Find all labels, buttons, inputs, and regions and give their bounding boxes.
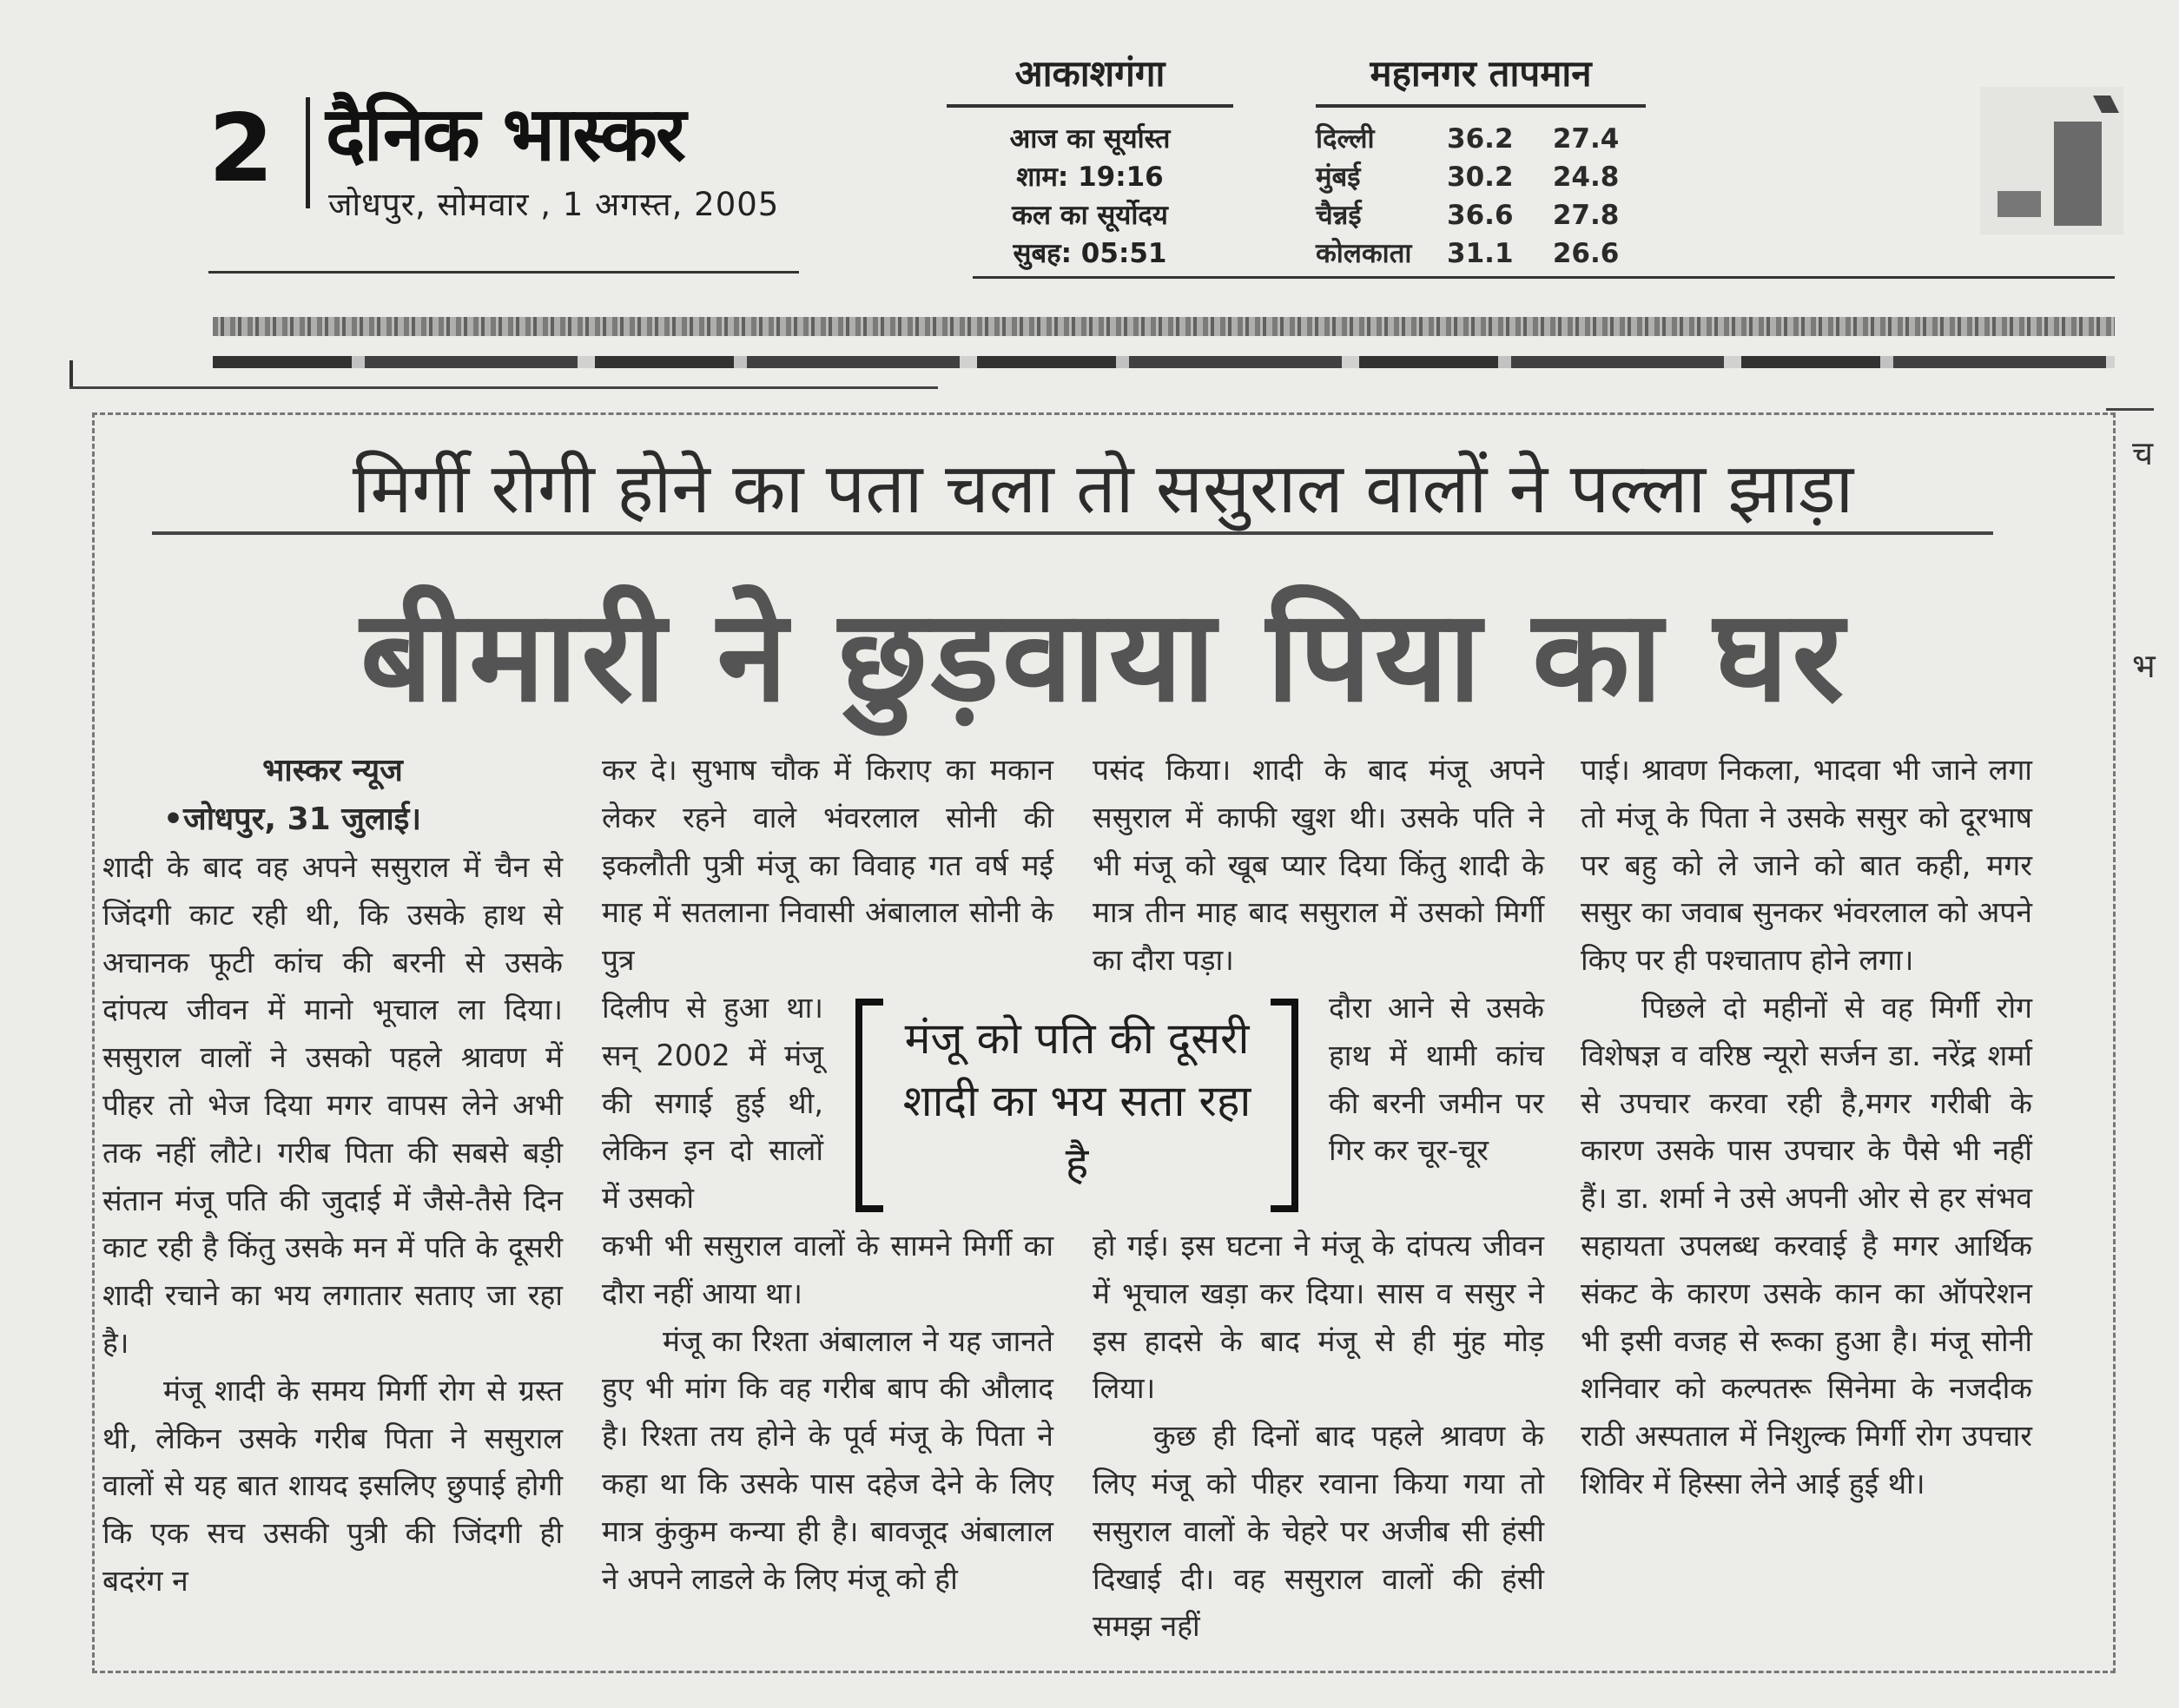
pull-quote-text: मंजू को पति की दूसरी शादी का भय सता रहा है <box>902 1013 1251 1189</box>
newspaper-name: दैनिक भास्कर <box>326 91 685 178</box>
temperature-title: महानगर तापमान <box>1370 52 1592 95</box>
masthead-divider <box>306 97 310 208</box>
sky-line: कल का सूर्योदय <box>1012 200 1168 231</box>
sky-line: शाम: 19:16 <box>1016 162 1164 193</box>
print-artifact-band <box>213 317 2115 336</box>
paragraph: दौरा आने से उसके हाथ में थामी कांच की बरनी जमीन पर गिर कर चूर-चूर <box>1329 991 1544 1168</box>
crop-mark <box>69 360 73 388</box>
paragraph: पिछले दो महीनों से वह मिर्गी रोग विशेषज्ञ व वरिष्ठ न्यूरो सर्जन डा. नरेंद्र शर्मा से उपचार करवा रही है,मगर गरीबी के कारण उसके पास उपचार के पैसे भी नहीं हैं। डा. शर्मा ने उसे अपनी ओर से हर संभव सहायता उपलब्ध करवाई है मगर आर्थिक संकट के कारण उसके कान का ऑपरेशन भी इसी वजह से रूका हुआ है। मंजू सोनी शनिवार को कल्पतरू सिनेमा के नजदीक राठी अस्पताल में निशुल्क मिर्गी रोग उपचार शिविर में हिस्सा लेने आई हुई थी। <box>1581 990 2032 1500</box>
edge-fragment: च <box>2132 434 2154 472</box>
kicker-rule <box>152 531 1993 535</box>
byline: भास्कर न्यूज <box>262 753 403 788</box>
crop-mark <box>69 386 938 389</box>
paragraph: दिलीप से हुआ था। सन् 2002 में मंजू की सगाई हुई थी, लेकिन इन दो सालों में उसको <box>602 991 823 1216</box>
pull-quote <box>855 999 1298 1207</box>
max-temp: 36.2 <box>1447 123 1514 155</box>
city-name: चैन्नई <box>1316 200 1362 231</box>
sky-title-rule <box>947 104 1233 108</box>
article-column-4 <box>1581 747 2032 1508</box>
temperature-title-rule <box>1316 104 1646 108</box>
paragraph: पाई। श्रावण निकला, भादवा भी जाने लगा तो मंजू के पिता ने उसके ससुर को दूरभाष पर बहु को ले जाने को बात कही, मगर ससुर का जवाब सुनकर भंवरलाल को अपने किए पर ही पश्चाताप होने लगा। <box>1581 753 2032 978</box>
main-headline: बीमारी ने छुड़वाया पिया का घर <box>360 583 1848 730</box>
sky-line: सुबह: 05:51 <box>1013 238 1167 269</box>
article-column-2 <box>602 747 1053 985</box>
sky-line: आज का सूर्यास्त <box>1009 123 1171 155</box>
masthead-rule <box>208 271 799 274</box>
max-temp: 31.1 <box>1447 238 1514 269</box>
article-column-3-wrap <box>1329 985 1544 1175</box>
paragraph: मंजू का रिश्ता अंबालाल ने यह जानते हुए भी मांग कि वह गरीब बाप की औलाद है। रिश्ता तय होने के पूर्व मंजू के पिता ने कहा था कि उसके पास दहेज देने के लिए मात्र कुंकुम कन्या ही है। बावजूद अंबालाल ने अपने लाडले के लिए मंजू को ही <box>602 1323 1053 1596</box>
temperature-row <box>1316 234 1646 273</box>
partial-logo-icon <box>1980 87 2123 234</box>
left-bracket <box>855 999 883 1212</box>
min-temp: 27.4 <box>1552 123 1620 155</box>
edge-rule <box>2106 408 2154 411</box>
paragraph: हो गई। इस घटना ने मंजू के दांपत्य जीवन में भूचाल खड़ा कर दिया। सास व ससुर ने इस हादसे के बाद मंजू से ही मुंह मोड़ लिया। <box>1093 1229 1544 1406</box>
min-temp: 26.6 <box>1552 238 1620 269</box>
paragraph: शादी के बाद वह अपने ससुराल में चैन से जिंदगी काट रही थी, कि उसके हाथ से अचानक फूटी कांच की बरनी से उसके दांपत्य जीवन में मानो भूचाल ला दिया। ससुराल वालों ने उसको पहले श्रावण में पीहर तो भेज दिया मगर वापस लेने अभी तक नहीं लौटे। गरीब पिता की सबसे बड़ी संतान मंजू पति की जुदाई में जैसे-तैसे दिन काट रही है किंतु उसके मन में पति के दूसरी शादी रचाने का भय लगातार सताए जा रहा है। <box>102 850 563 1360</box>
page-number: 2 <box>208 95 274 203</box>
sky-box <box>947 48 1233 273</box>
article-column-3-cont <box>1093 1223 1544 1651</box>
print-artifact-band <box>213 356 2115 368</box>
paragraph: कुछ ही दिनों बाद पहले श्रावण के लिए मंजू को पीहर रवाना किया गया तो ससुराल वालों के चेहरे पर अजीब सी हंसी दिखाई दी। वह ससुराल वालों की हंसी समझ नहीं <box>1093 1419 1544 1644</box>
kicker-headline: मिर्गी रोगी होने का पता चला तो ससुराल वालों ने पल्ला झाड़ा <box>352 448 1854 529</box>
min-temp: 24.8 <box>1552 162 1620 193</box>
article-column-2-wrap <box>602 985 823 1223</box>
dateline: जोधपुर, सोमवार , 1 अगस्त, 2005 <box>328 186 780 223</box>
edge-fragment: भ <box>2132 647 2156 685</box>
article-column-3 <box>1093 747 1544 985</box>
weather-bottom-rule <box>973 276 2115 279</box>
city-name: कोलकाता <box>1316 238 1412 269</box>
min-temp: 27.8 <box>1552 200 1620 231</box>
paragraph: कभी भी ससुराल वालों के सामने मिर्गी का दौरा नहीं आया था। <box>602 1229 1053 1310</box>
temperature-row <box>1316 158 1646 196</box>
temperature-row <box>1316 120 1646 158</box>
max-temp: 30.2 <box>1447 162 1514 193</box>
city-name: दिल्ली <box>1316 123 1375 155</box>
article-column-2-cont <box>602 1223 1053 1603</box>
temperature-row <box>1316 196 1646 234</box>
paragraph: पसंद किया। शादी के बाद मंजू अपने ससुराल में काफी खुश थी। उसके पति ने भी मंजू को खूब प्यार दिया किंतु शादी के मात्र तीन माह बाद ससुराल में उसको मिर्गी का दौरा पड़ा। <box>1093 753 1544 978</box>
article-column-1 <box>102 747 563 1606</box>
right-bracket <box>1271 999 1298 1212</box>
place-date: •जोधपुर, 31 जुलाई। <box>163 801 421 837</box>
paragraph: कर दे। सुभाष चौक में किराए का मकान लेकर रहने वाले भंवरलाल सोनी की इकलौती पुत्री मंजू का विवाह गत वर्ष मई माह में सतलाना निवासी अंबालाल सोनी के पुत्र <box>602 753 1053 978</box>
temperature-box <box>1316 48 1646 273</box>
sky-title: आकाशगंगा <box>1014 52 1165 95</box>
paragraph: मंजू शादी के समय मिर्गी रोग से ग्रस्त थी, लेकिन उसके गरीब पिता ने ससुराल वालों से यह बात शायद इसलिए छुपाई होगी कि एक सच उसकी पुत्री की जिंदगी ही बदरंग न <box>102 1373 563 1598</box>
city-name: मुंबई <box>1316 162 1361 193</box>
max-temp: 36.6 <box>1447 200 1514 231</box>
